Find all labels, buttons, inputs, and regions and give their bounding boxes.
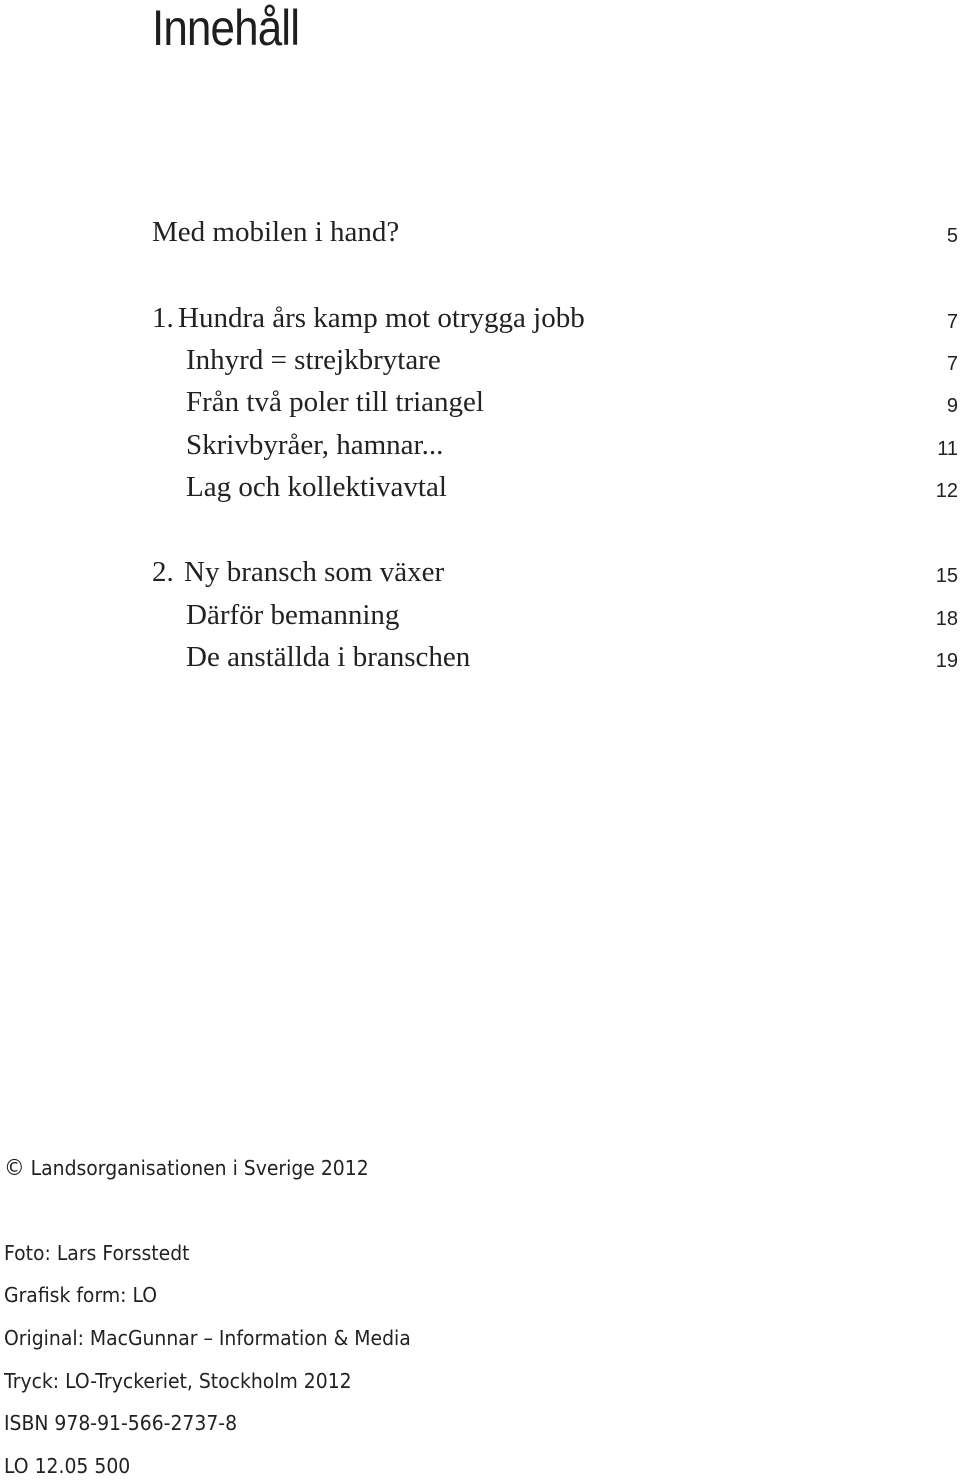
toc-section[interactable] bbox=[0, 637, 960, 677]
toc-entry-label: De anställda i branschen bbox=[186, 641, 471, 673]
toc-section[interactable] bbox=[0, 425, 960, 465]
toc-entry-page: 15 bbox=[935, 565, 958, 587]
toc-section[interactable] bbox=[0, 467, 960, 507]
chapter-number: 2. bbox=[152, 556, 174, 588]
toc-section[interactable] bbox=[0, 340, 960, 380]
toc-entry-page: 18 bbox=[935, 608, 958, 630]
toc-chapter-1[interactable] bbox=[0, 298, 960, 338]
toc-entry-page: 7 bbox=[946, 353, 958, 375]
isbn: ISBN 978-91-566-2737-8 bbox=[4, 1411, 238, 1435]
toc-section[interactable] bbox=[0, 595, 960, 635]
copyright-symbol: © bbox=[4, 1156, 25, 1181]
toc-entry-intro[interactable] bbox=[0, 212, 960, 252]
photo-credit: Foto: Lars Forsstedt bbox=[4, 1241, 190, 1265]
toc-entry-label: Ny bransch som växer bbox=[184, 556, 445, 588]
toc-entry-label: Från två poler till triangel bbox=[186, 386, 484, 418]
toc-entry-page: 12 bbox=[935, 480, 958, 502]
toc-entry-page: 9 bbox=[946, 395, 958, 417]
copyright-line bbox=[4, 1154, 850, 1183]
toc-entry-label: Skrivbyråer, hamnar... bbox=[186, 429, 444, 461]
toc-entry-label: Inhyrd = strejkbrytare bbox=[186, 344, 441, 376]
toc-section[interactable] bbox=[0, 382, 960, 422]
original-credit: Original: MacGunnar – Information & Media bbox=[4, 1326, 411, 1350]
publication-code: LO 12.05 500 bbox=[4, 1454, 131, 1478]
design-credit: Grafisk form: LO bbox=[4, 1283, 158, 1307]
toc-entry-label: Lag och kollektivavtal bbox=[186, 471, 447, 503]
toc-chapter-2[interactable] bbox=[0, 552, 960, 592]
toc-entry-page: 5 bbox=[946, 225, 958, 247]
toc-entry-page: 7 bbox=[946, 311, 958, 333]
copyright-text: Landsorganisationen i Sverige 2012 bbox=[30, 1156, 369, 1180]
toc-entry-label: Därför bemanning bbox=[186, 599, 400, 631]
toc-entry-page: 11 bbox=[937, 438, 958, 460]
toc-entry-page: 19 bbox=[935, 650, 958, 672]
chapter-number: 1. bbox=[152, 302, 174, 334]
toc-entry-label: Med mobilen i hand? bbox=[152, 216, 400, 248]
page-title: Innehåll bbox=[152, 0, 300, 56]
print-credit: Tryck: LO-Tryckeriet, Stockholm 2012 bbox=[4, 1369, 352, 1393]
toc-entry-label: Hundra års kamp mot otrygga jobb bbox=[178, 302, 585, 334]
